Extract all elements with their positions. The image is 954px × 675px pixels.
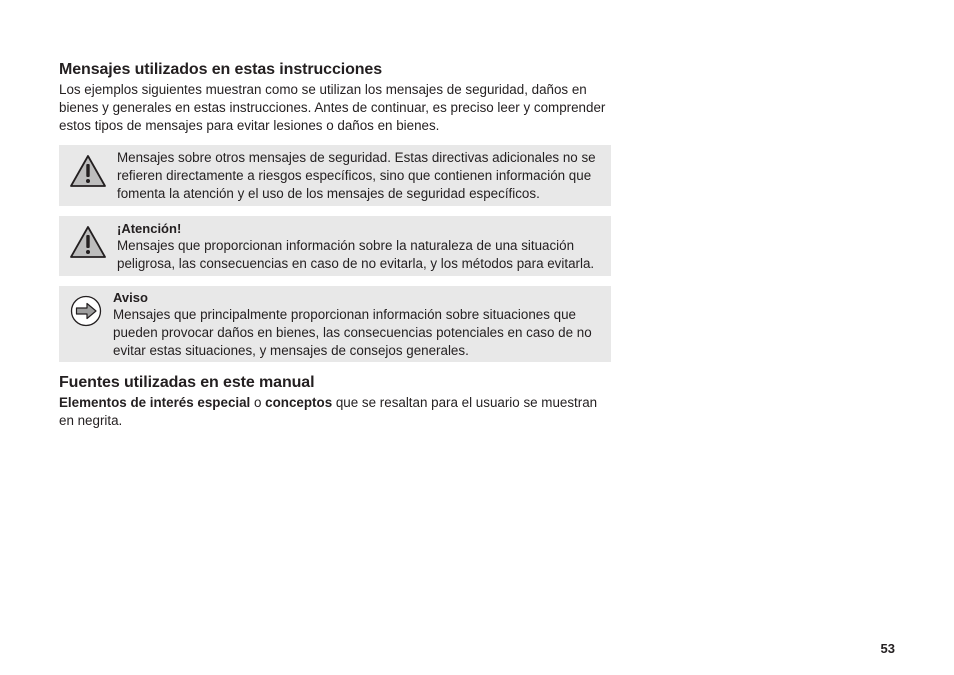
warning-triangle-icon (59, 149, 117, 188)
bold-term-special-elements: Elementos de interés especial (59, 395, 251, 410)
page-content (59, 60, 611, 430)
message-label-attention: ¡Atención! (117, 221, 182, 236)
section-heading-messages: Mensajes utilizados en estas instrucciones (59, 61, 383, 78)
message-box-notice (59, 286, 611, 362)
fonts-description-rest: que se resaltan para el usuario se muestran en negrita. (59, 395, 598, 428)
section-heading-fonts: Fuentes utilizadas en este manual (59, 374, 315, 391)
message-box-general (59, 145, 611, 206)
page-number: 53 (880, 641, 895, 656)
bold-term-concepts: conceptos (265, 395, 333, 410)
message-text: Mensajes que proporcionan información sobre la naturaleza de una situación peligrosa, las consecuencias en caso de no evitarla, y los métodos para evitarla. (117, 238, 595, 271)
message-label-notice: Aviso (113, 290, 148, 305)
message-text: Mensajes sobre otros mensajes de seguridad. Estas directivas adicionales no se refieren directamente a riesgos específicos, sino que contienen información que fomenta la atención y el uso de los mensajes de seguridad específicos. (117, 150, 596, 201)
fonts-description (59, 394, 611, 430)
warning-triangle-icon (59, 220, 117, 259)
arrow-right-circle-icon (59, 289, 113, 327)
section-intro-text: Los ejemplos siguientes muestran como se utilizan los mensajes de seguridad, daños en bienes y generales en estas instrucciones. Antes de continuar, es preciso leer y comprender estos tipos de mensajes para evitar lesiones o daños en bienes. (59, 82, 606, 133)
message-box-attention (59, 216, 611, 276)
joiner-text: o (250, 395, 266, 410)
message-text: Mensajes que principalmente proporcionan información sobre situaciones que pueden provocar daños en bienes, las consecuencias potenciales en caso de no evitar estas situaciones, y mensajes de consejos generales. (113, 307, 592, 358)
